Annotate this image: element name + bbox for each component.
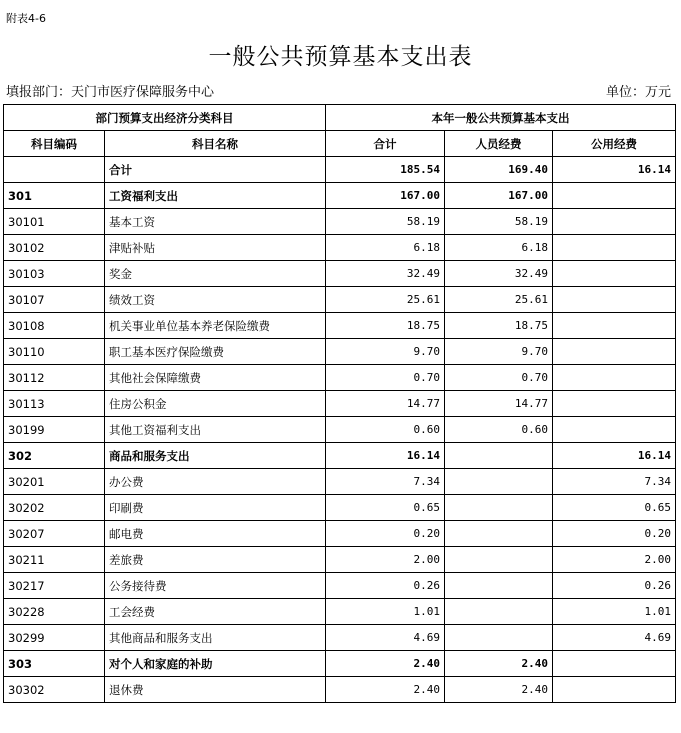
- cell-subject-name: 工资福利支出: [105, 183, 326, 209]
- table-row: [4, 573, 676, 599]
- cell-subject-code: 301: [4, 183, 105, 209]
- cell-subject-code: 30201: [4, 469, 105, 495]
- cell-subject-name: 奖金: [105, 261, 326, 287]
- cell-subject-code: 30217: [4, 573, 105, 599]
- cell-public-expense: [553, 261, 676, 287]
- cell-personnel-expense: 18.75: [445, 313, 553, 339]
- cell-personnel-expense: 14.77: [445, 391, 553, 417]
- table-row: [4, 235, 676, 261]
- cell-subject-code: 30207: [4, 521, 105, 547]
- cell-subject-code: 30302: [4, 677, 105, 703]
- cell-total: 0.70: [326, 365, 445, 391]
- page-title: 一般公共预算基本支出表: [208, 44, 473, 70]
- cell-subject-code: 30108: [4, 313, 105, 339]
- header-group-row: [4, 105, 676, 131]
- cell-subject-name: 基本工资: [105, 209, 326, 235]
- table-row: [4, 521, 676, 547]
- cell-total: 14.77: [326, 391, 445, 417]
- budget-table: [3, 104, 676, 703]
- cell-subject-name: 办公费: [105, 469, 326, 495]
- table-row: [4, 443, 676, 469]
- cell-subject-code: 30112: [4, 365, 105, 391]
- cell-total: 16.14: [326, 443, 445, 469]
- cell-public-expense: [553, 677, 676, 703]
- header-total: 合计: [326, 131, 445, 157]
- cell-total: 18.75: [326, 313, 445, 339]
- cell-public-expense: [553, 183, 676, 209]
- cell-total: 0.65: [326, 495, 445, 521]
- cell-total: 4.69: [326, 625, 445, 651]
- cell-total: 2.40: [326, 651, 445, 677]
- cell-subject-name: 其他社会保障缴费: [105, 365, 326, 391]
- cell-subject-name: 其他工资福利支出: [105, 417, 326, 443]
- cell-subject-name: 邮电费: [105, 521, 326, 547]
- cell-public-expense: [553, 417, 676, 443]
- table-row: [4, 365, 676, 391]
- cell-total: 6.18: [326, 235, 445, 261]
- table-row: [4, 157, 676, 183]
- cell-subject-code: 30199: [4, 417, 105, 443]
- cell-public-expense: 0.65: [553, 495, 676, 521]
- filling-department: 填报部门：天门市医疗保障服务中心: [6, 85, 215, 100]
- cell-subject-name: 其他商品和服务支出: [105, 625, 326, 651]
- cell-personnel-expense: [445, 625, 553, 651]
- cell-public-expense: [553, 209, 676, 235]
- cell-public-expense: [553, 313, 676, 339]
- header-basic-expenditure: 本年一般公共预算基本支出: [326, 105, 676, 131]
- cell-total: 0.20: [326, 521, 445, 547]
- cell-public-expense: 7.34: [553, 469, 676, 495]
- cell-total: 0.60: [326, 417, 445, 443]
- cell-subject-name: 机关事业单位基本养老保险缴费: [105, 313, 326, 339]
- cell-public-expense: 16.14: [553, 443, 676, 469]
- cell-total: 9.70: [326, 339, 445, 365]
- header-personnel-expense: 人员经费: [445, 131, 553, 157]
- cell-subject-name: 对个人和家庭的补助: [105, 651, 326, 677]
- cell-personnel-expense: 167.00: [445, 183, 553, 209]
- cell-subject-code: 302: [4, 443, 105, 469]
- cell-subject-name: 工会经费: [105, 599, 326, 625]
- attachment-label: 附表4-6: [6, 12, 46, 25]
- unit-label: 单位：万元: [605, 85, 671, 100]
- cell-subject-name: 住房公积金: [105, 391, 326, 417]
- cell-personnel-expense: 169.40: [445, 157, 553, 183]
- table-row: [4, 391, 676, 417]
- cell-subject-code: 30299: [4, 625, 105, 651]
- table-row: [4, 209, 676, 235]
- cell-subject-name: 公务接待费: [105, 573, 326, 599]
- cell-subject-code: [4, 157, 105, 183]
- table-row: [4, 677, 676, 703]
- cell-subject-name: 印刷费: [105, 495, 326, 521]
- cell-public-expense: 0.20: [553, 521, 676, 547]
- cell-subject-name: 差旅费: [105, 547, 326, 573]
- table-row: [4, 261, 676, 287]
- cell-personnel-expense: [445, 521, 553, 547]
- cell-total: 2.00: [326, 547, 445, 573]
- header-public-expense: 公用经费: [553, 131, 676, 157]
- cell-personnel-expense: [445, 547, 553, 573]
- table-row: [4, 313, 676, 339]
- cell-personnel-expense: 58.19: [445, 209, 553, 235]
- cell-public-expense: 4.69: [553, 625, 676, 651]
- table-row: [4, 599, 676, 625]
- table-row: [4, 287, 676, 313]
- cell-public-expense: 16.14: [553, 157, 676, 183]
- cell-subject-code: 30113: [4, 391, 105, 417]
- cell-personnel-expense: [445, 443, 553, 469]
- cell-total: 185.54: [326, 157, 445, 183]
- cell-personnel-expense: 9.70: [445, 339, 553, 365]
- table-row: [4, 495, 676, 521]
- cell-subject-name: 合计: [105, 157, 326, 183]
- cell-personnel-expense: [445, 469, 553, 495]
- cell-public-expense: 2.00: [553, 547, 676, 573]
- cell-subject-name: 退休费: [105, 677, 326, 703]
- cell-total: 7.34: [326, 469, 445, 495]
- table-row: [4, 183, 676, 209]
- table-row: [4, 469, 676, 495]
- cell-subject-code: 303: [4, 651, 105, 677]
- cell-public-expense: [553, 651, 676, 677]
- cell-total: 25.61: [326, 287, 445, 313]
- header-subject-name: 科目名称: [105, 131, 326, 157]
- cell-personnel-expense: 0.70: [445, 365, 553, 391]
- cell-subject-code: 30202: [4, 495, 105, 521]
- cell-public-expense: [553, 235, 676, 261]
- header-economic-classification: 部门预算支出经济分类科目: [4, 105, 326, 131]
- header-column-row: [4, 131, 676, 157]
- cell-personnel-expense: [445, 495, 553, 521]
- cell-personnel-expense: 0.60: [445, 417, 553, 443]
- cell-personnel-expense: 32.49: [445, 261, 553, 287]
- cell-total: 167.00: [326, 183, 445, 209]
- cell-public-expense: 0.26: [553, 573, 676, 599]
- cell-total: 58.19: [326, 209, 445, 235]
- cell-subject-code: 30211: [4, 547, 105, 573]
- cell-public-expense: [553, 287, 676, 313]
- cell-personnel-expense: 2.40: [445, 677, 553, 703]
- table-row: [4, 339, 676, 365]
- header-subject-code: 科目编码: [4, 131, 105, 157]
- cell-public-expense: 1.01: [553, 599, 676, 625]
- cell-subject-code: 30101: [4, 209, 105, 235]
- cell-personnel-expense: 2.40: [445, 651, 553, 677]
- cell-public-expense: [553, 365, 676, 391]
- cell-public-expense: [553, 391, 676, 417]
- cell-personnel-expense: [445, 599, 553, 625]
- cell-personnel-expense: 6.18: [445, 235, 553, 261]
- cell-subject-name: 绩效工资: [105, 287, 326, 313]
- cell-subject-name: 商品和服务支出: [105, 443, 326, 469]
- cell-subject-name: 津贴补贴: [105, 235, 326, 261]
- cell-subject-code: 30228: [4, 599, 105, 625]
- cell-public-expense: [553, 339, 676, 365]
- cell-subject-name: 职工基本医疗保险缴费: [105, 339, 326, 365]
- cell-total: 0.26: [326, 573, 445, 599]
- table-row: [4, 625, 676, 651]
- cell-subject-code: 30103: [4, 261, 105, 287]
- cell-subject-code: 30102: [4, 235, 105, 261]
- cell-subject-code: 30110: [4, 339, 105, 365]
- table-row: [4, 417, 676, 443]
- cell-total: 2.40: [326, 677, 445, 703]
- cell-total: 32.49: [326, 261, 445, 287]
- table-row: [4, 547, 676, 573]
- cell-subject-code: 30107: [4, 287, 105, 313]
- cell-personnel-expense: 25.61: [445, 287, 553, 313]
- cell-personnel-expense: [445, 573, 553, 599]
- table-row: [4, 651, 676, 677]
- cell-total: 1.01: [326, 599, 445, 625]
